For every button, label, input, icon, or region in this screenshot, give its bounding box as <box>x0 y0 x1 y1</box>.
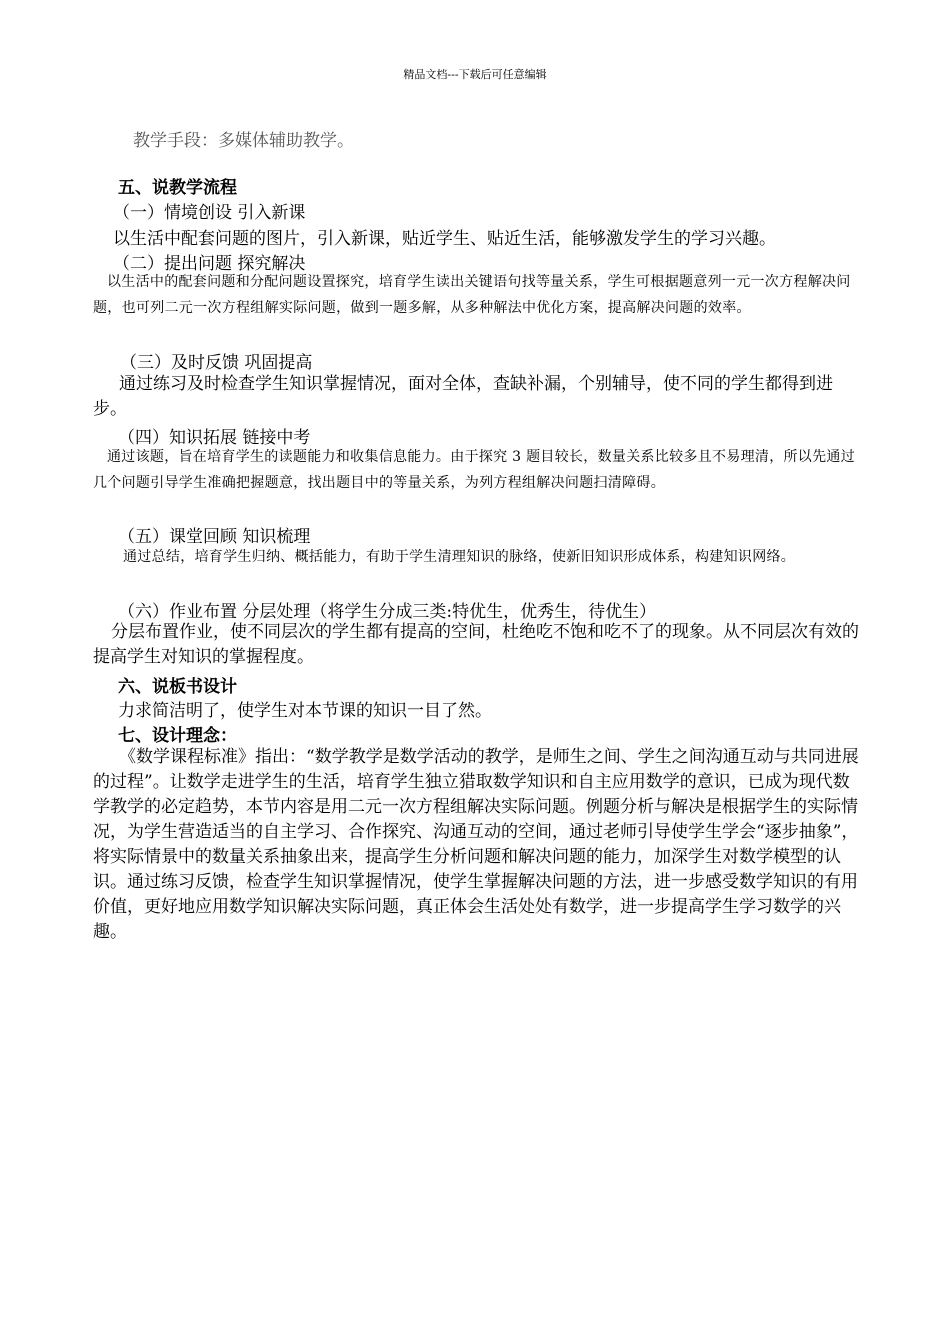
section-5-item-6-heading: （六）作业布置 分层处理（将学生分成三类:特优生，优秀生，待优生） <box>118 602 657 622</box>
section-5-item-4-text: 通过该题，旨在培育学生的读题能力和收集信息能力。由于探究 3 题目较长，数量关系比较多且不易理清，所以先通过几个问题引导学生准确把握题意，找出题目中的等量关系，为列方程组解决问题扫清障碍。 <box>93 449 856 491</box>
section-5-item-4-heading: （四）知识拓展 链接中考 <box>118 428 311 448</box>
section-7-title: 七、设计理念： <box>118 726 237 746</box>
section-7-text: 《数学课程标准》指出：“数学教学是数学活动的教学，是师生之间、学生之间沟通互动与共同进展的过程”。让数学走进学生的生活，培育学生独立猎取数学知识和自主应用数学的意识，已成为现代数学教学的必定趋势，本节内容是用二元一次方程组解决实际问题。例题分析与解决是根据学生的实际情况，为学生营造适当的自主学习、合作探究、沟通互动的空间，通过老师引导使学生学会“逐步抽象”，将实际情景中的数量关系抽象出来，提高学生分析问题和解决问题的能力，加深学生对数学模型的认识。通过练习反馈，检查学生知识掌握情况，使学生掌握解决问题的方法，进一步感受数学知识的有用价值，更好地应用数学知识解决实际问题，真正体会生活处处有数学，进一步提高学生学习数学的兴趣。 <box>93 747 859 942</box>
section-5-item-2-heading: （二）提出问题 探究解决 <box>113 254 306 274</box>
teaching-means: 教学手段：多媒体辅助教学。 <box>133 131 354 151</box>
section-5-item-1-text: 以生活中配套问题的图片，引入新课，贴近学生、贴近生活，能够激发学生的学习兴趣。 <box>113 229 776 249</box>
section-5-title: 五、说教学流程 <box>118 178 237 198</box>
section-5-item-5-heading: （五）课堂回顾 知识梳理 <box>118 527 311 547</box>
page-header: 精品文档---下载后可任意编辑 <box>403 68 547 81</box>
section-5-item-2-text: 以生活中的配套问题和分配问题设置探究，培育学生读出关键语句找等量关系，学生可根据题意列一元一次方程解决问题，也可列二元一次方程组解实际问题，做到一题多解，从多种解法中优化方案，提高解决问题的效率。 <box>93 274 851 316</box>
section-6-text: 力求简洁明了，使学生对本节课的知识一目了然。 <box>118 701 492 721</box>
section-6-title: 六、说板书设计 <box>118 677 237 697</box>
section-5-item-1-heading: （一）情境创设 引入新课 <box>113 203 306 223</box>
section-5-item-3-heading: （三）及时反馈 巩固提高 <box>120 353 313 373</box>
section-5-item-3-text: 通过练习及时检查学生知识掌握情况，面对全体，查缺补漏，个别辅导，使不同的学生都得到进步。 <box>93 374 833 419</box>
section-5-item-5-text: 通过总结，培育学生归纳、概括能力，有助于学生清理知识的脉络，使新旧知识形成体系，构建知识网络。 <box>123 549 796 565</box>
section-5-item-6-text: 分层布置作业，使不同层次的学生都有提高的空间，杜绝吃不饱和吃不了的现象。从不同层次有效的提高学生对知识的掌握程度。 <box>93 622 859 667</box>
